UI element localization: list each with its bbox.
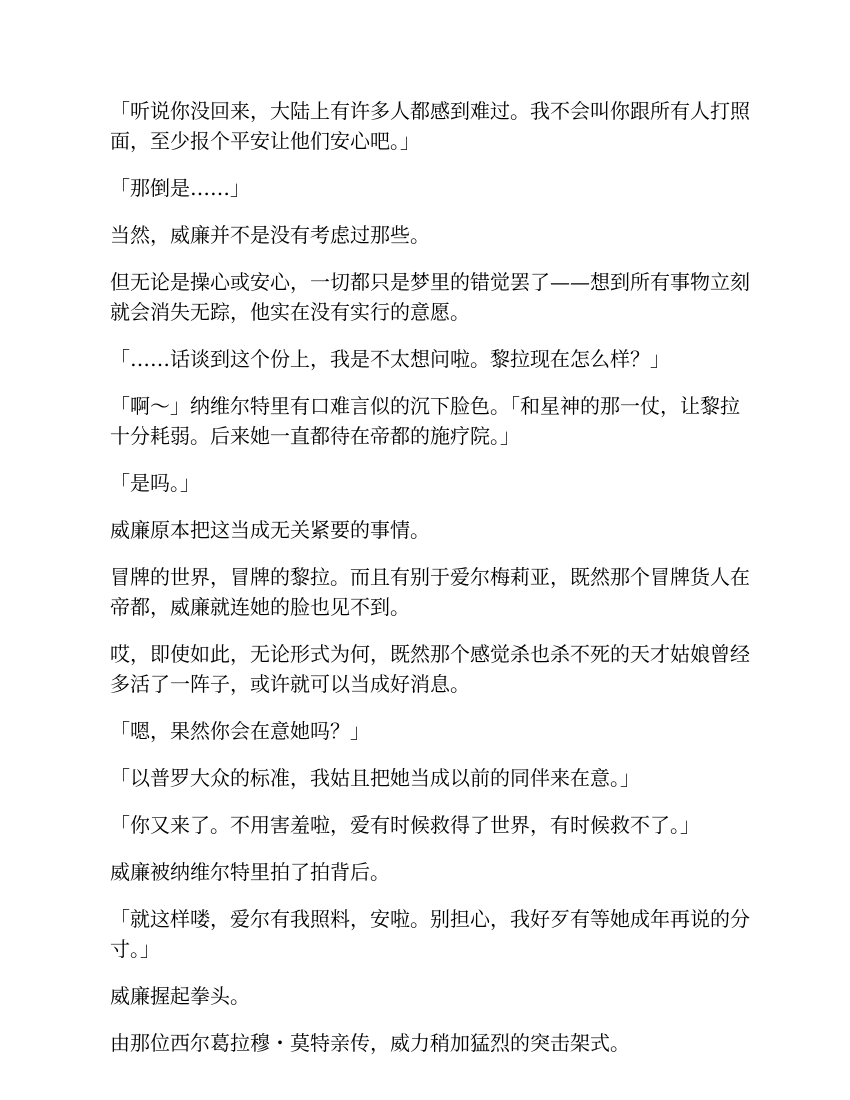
paragraph: 「那倒是……」 [110,176,250,200]
paragraph: 哎，即使如此，无论形式为何，既然那个感觉杀也杀不死的天才姑娘曾经多活了一阵子，或许就可以当成好消息。 [110,642,750,696]
paragraph: 威廉原本把这当成无关紧要的事情。 [110,518,430,542]
paragraph: 「是吗。」 [110,471,200,495]
paragraph: 「啊～」纳维尔特里有口难言似的沉下脸色。「和星神的那一仗，让黎拉十分耗弱。后来她一直都待在帝都的施疗院。」 [110,394,740,448]
paragraph: 冒牌的世界，冒牌的黎拉。而且有别于爱尔梅莉亚，既然那个冒牌货人在帝都，威廉就连她的脸也见不到。 [110,565,750,619]
paragraph: 「就这样喽，爱尔有我照料，安啦。别担心，我好歹有等她成年再说的分寸。」 [110,907,750,961]
paragraph: 「嗯，果然你会在意她吗？」 [110,719,370,743]
paragraph: 威廉被纳维尔特里拍了拍背后。 [110,860,390,884]
paragraph: 但无论是操心或安心，一切都只是梦里的错觉罢了——想到所有事物立刻就会消失无踪，他实在没有实行的意愿。 [110,270,750,324]
paragraph: 「你又来了。不用害羞啦，爱有时候救得了世界，有时候救不了。」 [110,813,700,837]
paragraph: 「……话谈到这个份上，我是不太想问啦。黎拉现在怎么样？」 [110,347,670,371]
paragraph: 「以普罗大众的标准，我姑且把她当成以前的同伴来在意。」 [110,766,640,790]
paragraph: 由那位西尔葛拉穆・莫特亲传，威力稍加猛烈的突击架式。 [110,1031,630,1055]
paragraph: 当然，威廉并不是没有考虑过那些。 [110,223,430,247]
paragraph: 威廉握起拳头。 [110,984,250,1008]
document-body [100,96,750,1075]
paragraph: 「听说你没回来，大陆上有许多人都感到难过。我不会叫你跟所有人打照面，至少报个平安让他们安心吧。」 [110,99,750,153]
